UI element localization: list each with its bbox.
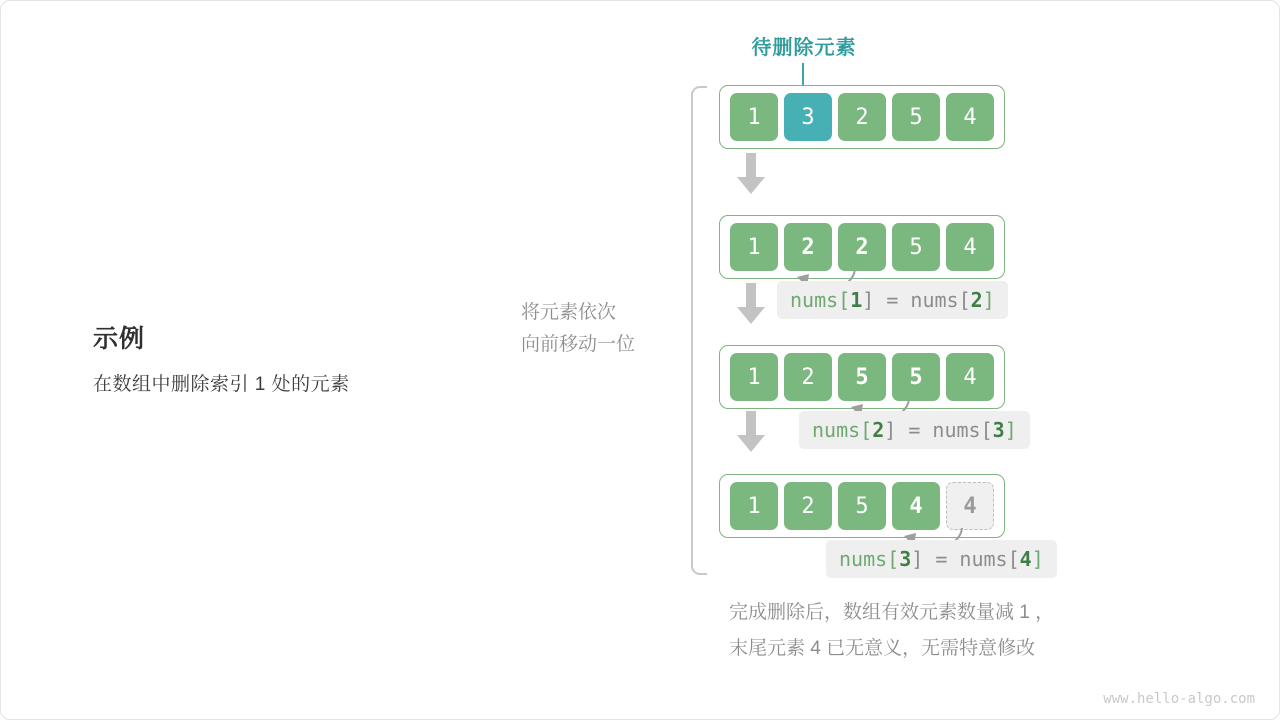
example-title: 示例 [93,325,146,353]
bottom-note-line2: 末尾元素 4 已无意义，无需特意修改 [729,638,1036,659]
array-cell: 1 [730,353,778,401]
code-label [826,540,1057,578]
example-subtitle: 在数组中删除索引 1 处的元素 [93,374,350,395]
code-label-index2: 2 [970,288,983,312]
array-row [719,474,1005,538]
array-cell: 5 [892,223,940,271]
array-cell: 4 [892,482,940,530]
code-label-mid: ] = nums[ [884,418,993,442]
array-cell: 2 [838,223,886,271]
array-cell: 2 [784,223,832,271]
code-label-index1: 2 [872,418,885,442]
code-label-prefix: nums[ [839,547,900,571]
code-label-index2: 4 [1019,547,1032,571]
callout-label: 待删除元素 [751,37,857,59]
array-row [719,345,1005,409]
code-label-index1: 1 [850,288,863,312]
code-label-mid: ] = nums[ [911,547,1020,571]
code-label-suffix: ] [1031,547,1044,571]
array-cell: 2 [784,353,832,401]
code-label [777,281,1008,319]
array-row [719,85,1005,149]
code-label-mid: ] = nums[ [862,288,971,312]
code-label-index1: 3 [899,547,912,571]
shift-description-line2: 向前移动一位 [521,334,636,355]
down-arrow-icon [736,411,766,453]
array-cell: 1 [730,223,778,271]
shift-description-line1: 将元素依次 [521,302,617,323]
down-arrow-icon [736,153,766,195]
array-cell-inactive: 4 [946,482,994,530]
array-cell: 5 [838,353,886,401]
code-label-index2: 3 [992,418,1005,442]
code-label-suffix: ] [1004,418,1017,442]
array-cell: 5 [838,482,886,530]
callout-pointer-line [802,63,804,85]
array-cell: 1 [730,482,778,530]
array-cell: 2 [838,93,886,141]
array-cell: 4 [946,223,994,271]
array-cell: 4 [946,93,994,141]
shift-description [521,297,681,361]
array-cell: 3 [784,93,832,141]
grouping-brace [691,86,707,575]
array-cell: 2 [784,482,832,530]
array-row [719,215,1005,279]
code-label-suffix: ] [982,288,995,312]
code-label-prefix: nums[ [812,418,873,442]
example-block [93,319,473,396]
bottom-note-line1: 完成删除后，数组有效元素数量减 1 ， [729,602,1055,623]
watermark: www.hello-algo.com [1103,691,1255,707]
array-cell: 5 [892,353,940,401]
code-label [799,411,1030,449]
array-cell: 1 [730,93,778,141]
bottom-note [729,595,1249,667]
array-cell: 4 [946,353,994,401]
array-cell: 5 [892,93,940,141]
down-arrow-icon [736,283,766,325]
code-label-prefix: nums[ [790,288,851,312]
